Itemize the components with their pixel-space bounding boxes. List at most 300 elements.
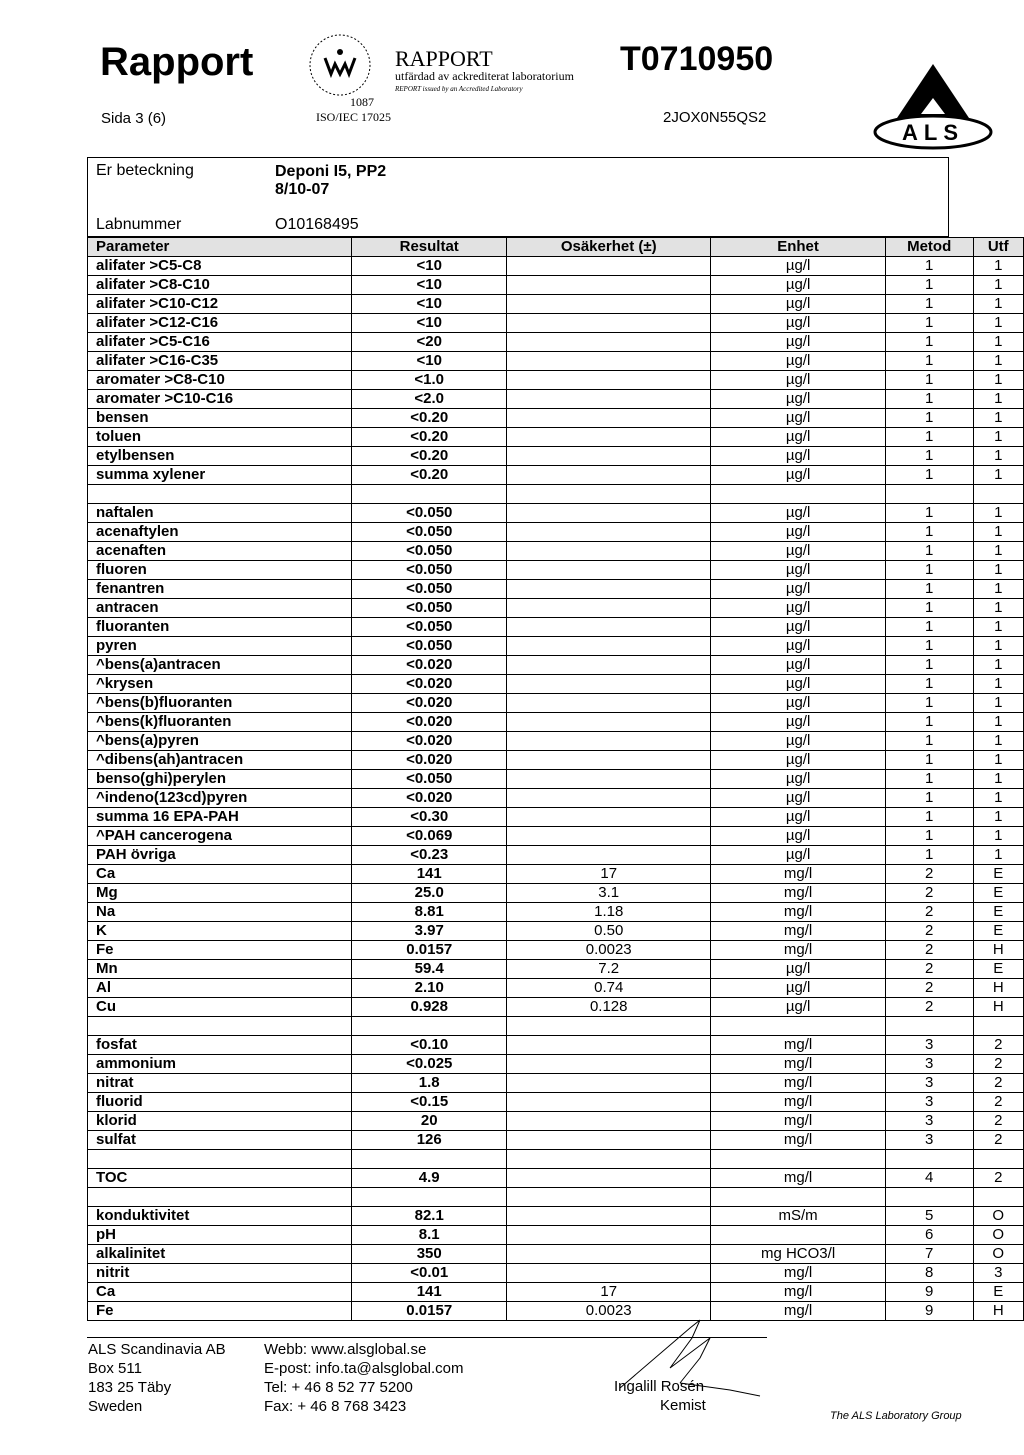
cell-method: 1 bbox=[885, 656, 973, 675]
cell-uncertainty bbox=[507, 390, 711, 409]
cell-utf: 1 bbox=[973, 713, 1023, 732]
cell-uncertainty bbox=[507, 1188, 711, 1207]
cell-utf: O bbox=[973, 1226, 1023, 1245]
cell-parameter: fluoren bbox=[88, 561, 352, 580]
cell-parameter: Cu bbox=[88, 998, 352, 1017]
cell-result: <20 bbox=[352, 333, 507, 352]
table-row bbox=[88, 1112, 1024, 1131]
cell-method: 1 bbox=[885, 257, 973, 276]
cell-parameter: ^bens(a)antracen bbox=[88, 656, 352, 675]
cell-result: 0.0157 bbox=[352, 941, 507, 960]
cell-utf: E bbox=[973, 922, 1023, 941]
cell-method bbox=[885, 1188, 973, 1207]
cell-uncertainty bbox=[507, 1226, 711, 1245]
table-row bbox=[88, 1074, 1024, 1093]
cell-utf: O bbox=[973, 1207, 1023, 1226]
table-row bbox=[88, 352, 1024, 371]
cell-parameter: summa xylener bbox=[88, 466, 352, 485]
cell-uncertainty bbox=[507, 314, 711, 333]
cell-unit: mg/l bbox=[711, 1264, 886, 1283]
cell-uncertainty bbox=[507, 1055, 711, 1074]
cell-result: <0.050 bbox=[352, 618, 507, 637]
table-row bbox=[88, 1093, 1024, 1112]
cell-method: 2 bbox=[885, 922, 973, 941]
cell-uncertainty: 17 bbox=[507, 865, 711, 884]
cell-method: 1 bbox=[885, 276, 973, 295]
cell-result: 20 bbox=[352, 1112, 507, 1131]
cell-result: <0.15 bbox=[352, 1093, 507, 1112]
cell-method: 1 bbox=[885, 371, 973, 390]
table-row bbox=[88, 599, 1024, 618]
cell-result bbox=[352, 1017, 507, 1036]
iso-standard: ISO/IEC 17025 bbox=[316, 110, 391, 124]
cell-uncertainty bbox=[507, 732, 711, 751]
cell-method: 4 bbox=[885, 1169, 973, 1188]
cell-unit: µg/l bbox=[711, 276, 886, 295]
table-row bbox=[88, 694, 1024, 713]
cell-utf: 1 bbox=[973, 732, 1023, 751]
cell-unit: µg/l bbox=[711, 960, 886, 979]
cell-uncertainty bbox=[507, 1093, 711, 1112]
cell-uncertainty: 7.2 bbox=[507, 960, 711, 979]
table-row bbox=[88, 618, 1024, 637]
cell-method: 1 bbox=[885, 466, 973, 485]
cell-utf: H bbox=[973, 1302, 1023, 1321]
cell-method: 5 bbox=[885, 1207, 973, 1226]
cell-unit: µg/l bbox=[711, 998, 886, 1017]
table-row bbox=[88, 1169, 1024, 1188]
cell-utf: 1 bbox=[973, 542, 1023, 561]
cell-unit: µg/l bbox=[711, 694, 886, 713]
cell-result: <0.050 bbox=[352, 580, 507, 599]
cell-unit: µg/l bbox=[711, 732, 886, 751]
sample-code: 2JOX0N55QS2 bbox=[663, 109, 767, 126]
cell-result: <0.020 bbox=[352, 732, 507, 751]
cell-result: <0.050 bbox=[352, 770, 507, 789]
cell-parameter: ^dibens(ah)antracen bbox=[88, 751, 352, 770]
cell-uncertainty bbox=[507, 675, 711, 694]
cell-unit: µg/l bbox=[711, 333, 886, 352]
cell-result: <10 bbox=[352, 352, 507, 371]
cell-uncertainty bbox=[507, 1036, 711, 1055]
cell-uncertainty bbox=[507, 428, 711, 447]
cell-utf: 2 bbox=[973, 1131, 1023, 1150]
cell-unit: µg/l bbox=[711, 561, 886, 580]
cell-method: 1 bbox=[885, 295, 973, 314]
signer-name: Ingalill Rosén bbox=[614, 1378, 705, 1395]
cell-unit: mg/l bbox=[711, 1112, 886, 1131]
cell-result: <10 bbox=[352, 314, 507, 333]
cell-utf: 1 bbox=[973, 599, 1023, 618]
cell-utf: 1 bbox=[973, 504, 1023, 523]
cell-utf: 1 bbox=[973, 333, 1023, 352]
cell-utf: 1 bbox=[973, 827, 1023, 846]
cell-parameter: nitrat bbox=[88, 1074, 352, 1093]
cell-result: 3.97 bbox=[352, 922, 507, 941]
table-row bbox=[88, 447, 1024, 466]
cell-uncertainty bbox=[507, 504, 711, 523]
cell-parameter: alifater >C12-C16 bbox=[88, 314, 352, 333]
cell-result: <0.020 bbox=[352, 789, 507, 808]
cell-uncertainty bbox=[507, 1245, 711, 1264]
table-header-row bbox=[88, 238, 1024, 257]
cell-unit: mg/l bbox=[711, 1302, 886, 1321]
cell-uncertainty: 0.128 bbox=[507, 998, 711, 1017]
cell-uncertainty bbox=[507, 523, 711, 542]
cell-method: 7 bbox=[885, 1245, 973, 1264]
cell-unit bbox=[711, 1188, 886, 1207]
cell-unit: mg/l bbox=[711, 903, 886, 922]
cell-result: <0.20 bbox=[352, 447, 507, 466]
cell-unit: µg/l bbox=[711, 979, 886, 998]
cell-result: <0.069 bbox=[352, 827, 507, 846]
cell-utf: 1 bbox=[973, 390, 1023, 409]
cell-result: 350 bbox=[352, 1245, 507, 1264]
cell-method: 1 bbox=[885, 675, 973, 694]
cell-method: 2 bbox=[885, 865, 973, 884]
cell-utf: 1 bbox=[973, 770, 1023, 789]
cell-result: <0.020 bbox=[352, 694, 507, 713]
cell-parameter: fenantren bbox=[88, 580, 352, 599]
group-tagline: The ALS Laboratory Group bbox=[830, 1410, 962, 1422]
cell-utf: 1 bbox=[973, 561, 1023, 580]
cell-method: 1 bbox=[885, 637, 973, 656]
cell-uncertainty bbox=[507, 808, 711, 827]
table-row bbox=[88, 979, 1024, 998]
cell-unit: µg/l bbox=[711, 675, 886, 694]
table-row bbox=[88, 941, 1024, 960]
cell-method bbox=[885, 485, 973, 504]
cell-utf bbox=[973, 485, 1023, 504]
cell-result: <0.050 bbox=[352, 599, 507, 618]
cell-result: <0.050 bbox=[352, 561, 507, 580]
cell-parameter: alifater >C8-C10 bbox=[88, 276, 352, 295]
page-number: Sida 3 (6) bbox=[101, 110, 167, 127]
cell-result bbox=[352, 1150, 507, 1169]
cell-result bbox=[352, 1188, 507, 1207]
swedac-seal-icon bbox=[305, 30, 375, 100]
cell-method: 1 bbox=[885, 390, 973, 409]
cell-utf: 1 bbox=[973, 466, 1023, 485]
cell-method: 1 bbox=[885, 846, 973, 865]
cell-parameter: acenaftylen bbox=[88, 523, 352, 542]
cell-uncertainty bbox=[507, 561, 711, 580]
cell-utf: 1 bbox=[973, 257, 1023, 276]
report-title: Rapport bbox=[100, 40, 254, 84]
table-row bbox=[88, 333, 1024, 352]
cell-method bbox=[885, 1150, 973, 1169]
cell-utf: 1 bbox=[973, 276, 1023, 295]
lab-number-label: Labnummer bbox=[96, 216, 182, 233]
cell-method: 1 bbox=[885, 599, 973, 618]
table-row bbox=[88, 732, 1024, 751]
table-row bbox=[88, 1131, 1024, 1150]
cell-uncertainty bbox=[507, 409, 711, 428]
company-name: ALS Scandinavia AB bbox=[88, 1341, 226, 1358]
cell-uncertainty bbox=[507, 599, 711, 618]
cell-unit bbox=[711, 1226, 886, 1245]
table-row bbox=[88, 276, 1024, 295]
cell-parameter: summa 16 EPA-PAH bbox=[88, 808, 352, 827]
cell-unit: mg/l bbox=[711, 1055, 886, 1074]
table-row bbox=[88, 789, 1024, 808]
cell-utf: 1 bbox=[973, 789, 1023, 808]
cell-method: 1 bbox=[885, 314, 973, 333]
lab-number: O10168495 bbox=[275, 216, 359, 233]
cell-result: 59.4 bbox=[352, 960, 507, 979]
cell-method: 3 bbox=[885, 1093, 973, 1112]
cell-parameter: acenaften bbox=[88, 542, 352, 561]
cell-unit: µg/l bbox=[711, 599, 886, 618]
cell-utf: 1 bbox=[973, 314, 1023, 333]
cell-method: 1 bbox=[885, 732, 973, 751]
cell-uncertainty bbox=[507, 352, 711, 371]
cell-method: 3 bbox=[885, 1131, 973, 1150]
cell-utf: E bbox=[973, 960, 1023, 979]
cell-result: <0.20 bbox=[352, 466, 507, 485]
cell-unit: µg/l bbox=[711, 295, 886, 314]
col-header-uncertainty: Osäkerhet (±) bbox=[507, 238, 711, 257]
cell-result: <0.020 bbox=[352, 713, 507, 732]
table-row bbox=[88, 865, 1024, 884]
col-header-utf: Utf bbox=[973, 238, 1023, 257]
cell-method: 1 bbox=[885, 618, 973, 637]
cell-parameter: fluoranten bbox=[88, 618, 352, 637]
sample-label: Er beteckning bbox=[96, 162, 194, 179]
cell-result: <0.025 bbox=[352, 1055, 507, 1074]
cell-uncertainty bbox=[507, 1017, 711, 1036]
cell-parameter: alifater >C5-C16 bbox=[88, 333, 352, 352]
table-row bbox=[88, 656, 1024, 675]
cell-unit: mg/l bbox=[711, 941, 886, 960]
cell-unit: µg/l bbox=[711, 808, 886, 827]
cell-method: 2 bbox=[885, 979, 973, 998]
cell-result: <0.050 bbox=[352, 542, 507, 561]
table-row bbox=[88, 1245, 1024, 1264]
cell-parameter: Fe bbox=[88, 1302, 352, 1321]
cell-parameter bbox=[88, 1017, 352, 1036]
col-header-result: Resultat bbox=[352, 238, 507, 257]
table-row bbox=[88, 390, 1024, 409]
cell-parameter bbox=[88, 1188, 352, 1207]
cell-utf: 1 bbox=[973, 295, 1023, 314]
cell-result: <0.01 bbox=[352, 1264, 507, 1283]
cell-unit: µg/l bbox=[711, 447, 886, 466]
footer-contact bbox=[264, 1340, 464, 1416]
cell-method: 2 bbox=[885, 903, 973, 922]
cell-unit bbox=[711, 1150, 886, 1169]
cell-parameter: alifater >C5-C8 bbox=[88, 257, 352, 276]
cell-method: 2 bbox=[885, 998, 973, 1017]
cell-uncertainty bbox=[507, 371, 711, 390]
cell-uncertainty bbox=[507, 1112, 711, 1131]
cell-uncertainty bbox=[507, 295, 711, 314]
cell-unit: mg/l bbox=[711, 1169, 886, 1188]
cell-unit: µg/l bbox=[711, 466, 886, 485]
cell-utf: 1 bbox=[973, 694, 1023, 713]
cell-uncertainty bbox=[507, 618, 711, 637]
cell-method: 3 bbox=[885, 1074, 973, 1093]
cell-result: <0.10 bbox=[352, 1036, 507, 1055]
cell-uncertainty: 17 bbox=[507, 1283, 711, 1302]
cell-parameter: ^indeno(123cd)pyren bbox=[88, 789, 352, 808]
cell-method: 9 bbox=[885, 1283, 973, 1302]
table-row bbox=[88, 295, 1024, 314]
cell-utf: 2 bbox=[973, 1036, 1023, 1055]
als-logo-icon bbox=[873, 60, 993, 152]
rapport-heading: RAPPORT bbox=[395, 46, 493, 71]
cell-parameter: klorid bbox=[88, 1112, 352, 1131]
table-row bbox=[88, 884, 1024, 903]
cell-parameter: ^bens(k)fluoranten bbox=[88, 713, 352, 732]
signer-role: Kemist bbox=[660, 1397, 706, 1414]
cell-uncertainty bbox=[507, 751, 711, 770]
cell-utf: 3 bbox=[973, 1264, 1023, 1283]
contact-email: E-post: info.ta@alsglobal.com bbox=[264, 1360, 464, 1377]
cell-utf: 1 bbox=[973, 352, 1023, 371]
cell-result: <10 bbox=[352, 276, 507, 295]
cell-parameter: ^krysen bbox=[88, 675, 352, 694]
cell-unit: mg/l bbox=[711, 1074, 886, 1093]
cell-result bbox=[352, 485, 507, 504]
cell-utf: 2 bbox=[973, 1074, 1023, 1093]
cell-utf: 1 bbox=[973, 523, 1023, 542]
cell-result: 126 bbox=[352, 1131, 507, 1150]
cell-parameter bbox=[88, 485, 352, 504]
col-header-parameter: Parameter bbox=[88, 238, 352, 257]
table-row bbox=[88, 523, 1024, 542]
cell-method: 1 bbox=[885, 542, 973, 561]
cell-utf: 1 bbox=[973, 447, 1023, 466]
cell-parameter: konduktivitet bbox=[88, 1207, 352, 1226]
table-row bbox=[88, 827, 1024, 846]
cell-uncertainty bbox=[507, 656, 711, 675]
cell-parameter: Ca bbox=[88, 1283, 352, 1302]
cell-method: 1 bbox=[885, 333, 973, 352]
cell-unit: mg/l bbox=[711, 865, 886, 884]
cell-parameter: antracen bbox=[88, 599, 352, 618]
cell-parameter: sulfat bbox=[88, 1131, 352, 1150]
cell-uncertainty: 3.1 bbox=[507, 884, 711, 903]
cell-result: 8.1 bbox=[352, 1226, 507, 1245]
cell-result: 2.10 bbox=[352, 979, 507, 998]
table-row bbox=[88, 466, 1024, 485]
contact-fax: Fax: + 46 8 768 3423 bbox=[264, 1398, 407, 1415]
cell-parameter: aromater >C10-C16 bbox=[88, 390, 352, 409]
cell-utf: E bbox=[973, 903, 1023, 922]
cell-uncertainty bbox=[507, 485, 711, 504]
col-header-unit: Enhet bbox=[711, 238, 886, 257]
cell-parameter: ^bens(b)fluoranten bbox=[88, 694, 352, 713]
cell-parameter: alkalinitet bbox=[88, 1245, 352, 1264]
cell-result: <10 bbox=[352, 257, 507, 276]
cell-method: 1 bbox=[885, 561, 973, 580]
cell-method: 1 bbox=[885, 827, 973, 846]
rapport-subheading: utfärdad av ackrediterat laboratorium bbox=[395, 69, 574, 83]
cell-result: <0.23 bbox=[352, 846, 507, 865]
contact-phone: Tel: + 46 8 52 77 5200 bbox=[264, 1379, 413, 1396]
cell-method: 1 bbox=[885, 808, 973, 827]
cell-uncertainty bbox=[507, 770, 711, 789]
cell-method: 1 bbox=[885, 770, 973, 789]
table-row bbox=[88, 903, 1024, 922]
cell-uncertainty bbox=[507, 1264, 711, 1283]
cell-uncertainty bbox=[507, 447, 711, 466]
cell-method: 1 bbox=[885, 447, 973, 466]
cell-result: <0.020 bbox=[352, 656, 507, 675]
cell-uncertainty bbox=[507, 694, 711, 713]
table-row bbox=[88, 580, 1024, 599]
results-table bbox=[87, 237, 1024, 1321]
cell-uncertainty bbox=[507, 333, 711, 352]
svg-text:ALS: ALS bbox=[902, 120, 964, 145]
cell-parameter: ^PAH cancerogena bbox=[88, 827, 352, 846]
cell-uncertainty bbox=[507, 637, 711, 656]
cell-uncertainty bbox=[507, 1169, 711, 1188]
cell-parameter: Al bbox=[88, 979, 352, 998]
sample-date: 8/10-07 bbox=[275, 181, 330, 198]
cell-utf: E bbox=[973, 865, 1023, 884]
cell-unit: mg/l bbox=[711, 884, 886, 903]
cell-method: 6 bbox=[885, 1226, 973, 1245]
cell-unit: µg/l bbox=[711, 751, 886, 770]
cell-uncertainty bbox=[507, 846, 711, 865]
cell-result: <0.30 bbox=[352, 808, 507, 827]
cell-utf: 1 bbox=[973, 675, 1023, 694]
sample-name: Deponi I5, PP2 bbox=[275, 163, 387, 180]
cell-unit: mg/l bbox=[711, 1036, 886, 1055]
rapport-fineprint: REPORT issued by an Accredited Laboratory bbox=[395, 85, 523, 93]
cell-parameter bbox=[88, 1150, 352, 1169]
cell-utf: 1 bbox=[973, 808, 1023, 827]
cell-result: 141 bbox=[352, 1283, 507, 1302]
cell-unit: µg/l bbox=[711, 257, 886, 276]
cell-unit bbox=[711, 1017, 886, 1036]
cell-unit: µg/l bbox=[711, 314, 886, 333]
table-row bbox=[88, 1207, 1024, 1226]
cell-result: <0.050 bbox=[352, 504, 507, 523]
cell-uncertainty bbox=[507, 257, 711, 276]
cell-result: 1.8 bbox=[352, 1074, 507, 1093]
cell-unit: µg/l bbox=[711, 542, 886, 561]
cell-method: 1 bbox=[885, 713, 973, 732]
cell-method: 1 bbox=[885, 504, 973, 523]
cell-method: 1 bbox=[885, 352, 973, 371]
cell-uncertainty: 0.74 bbox=[507, 979, 711, 998]
sample-info-box bbox=[87, 157, 949, 237]
cell-result: <10 bbox=[352, 295, 507, 314]
table-row bbox=[88, 314, 1024, 333]
cell-unit: µg/l bbox=[711, 656, 886, 675]
cell-parameter: etylbensen bbox=[88, 447, 352, 466]
cell-method: 8 bbox=[885, 1264, 973, 1283]
table-row bbox=[88, 1302, 1024, 1321]
table-row bbox=[88, 542, 1024, 561]
col-header-method: Metod bbox=[885, 238, 973, 257]
cell-utf: 2 bbox=[973, 1093, 1023, 1112]
cell-unit: µg/l bbox=[711, 770, 886, 789]
cell-parameter: Na bbox=[88, 903, 352, 922]
cell-result: <0.050 bbox=[352, 637, 507, 656]
cell-utf: 1 bbox=[973, 846, 1023, 865]
table-row bbox=[88, 922, 1024, 941]
cell-result: 8.81 bbox=[352, 903, 507, 922]
cell-parameter: TOC bbox=[88, 1169, 352, 1188]
cell-utf bbox=[973, 1017, 1023, 1036]
cell-method: 3 bbox=[885, 1055, 973, 1074]
cell-parameter: benso(ghi)perylen bbox=[88, 770, 352, 789]
cell-unit: µg/l bbox=[711, 846, 886, 865]
